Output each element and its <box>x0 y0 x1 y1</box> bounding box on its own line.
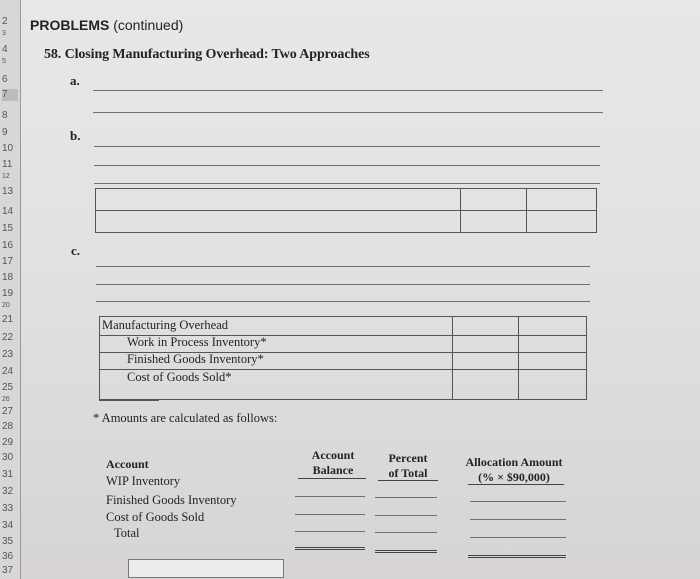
answer-line[interactable] <box>470 537 566 538</box>
row-number: 29 <box>2 437 14 448</box>
row-number: 22 <box>2 332 14 343</box>
row-number: 27 <box>2 406 14 417</box>
answer-line[interactable] <box>93 90 603 91</box>
answer-line[interactable] <box>295 531 365 532</box>
row-number: 13 <box>2 186 14 197</box>
row-number: 19 <box>2 288 14 299</box>
header-line: of Total <box>388 466 428 480</box>
answer-line[interactable] <box>470 519 566 520</box>
header-line: Percent <box>388 451 428 465</box>
total-line[interactable] <box>468 555 566 558</box>
row-number-gutter <box>0 0 21 579</box>
answer-line[interactable] <box>93 112 603 113</box>
row-number: 4 <box>2 44 8 55</box>
row-number: 24 <box>2 366 14 377</box>
row-number: 17 <box>2 256 14 267</box>
journal-account-debit: Manufacturing Overhead <box>102 318 228 332</box>
alloc-row-label: Cost of Goods Sold <box>106 510 205 524</box>
answer-line[interactable] <box>96 266 590 267</box>
row-number: 25 <box>2 382 14 393</box>
total-line[interactable] <box>375 550 437 553</box>
row-number: 34 <box>2 520 14 531</box>
alloc-row-label: Total <box>114 526 140 540</box>
row-number: 26 <box>2 396 10 403</box>
journal-account-credit: Finished Goods Inventory* <box>127 352 264 366</box>
journal-col-divider <box>452 316 453 400</box>
row-number: 9 <box>2 127 8 138</box>
header-account: Account <box>106 457 149 471</box>
header-underline <box>378 480 438 481</box>
header-line: Account <box>311 448 355 462</box>
header-line: Balance <box>312 463 354 477</box>
row-number: 23 <box>2 349 14 360</box>
row-number: 21 <box>2 314 14 325</box>
journal-account-credit: Work in Process Inventory* <box>127 335 267 349</box>
answer-box[interactable] <box>128 559 284 578</box>
row-number: 28 <box>2 421 14 432</box>
row-number: 11 <box>2 159 13 170</box>
answer-line[interactable] <box>375 515 437 516</box>
row-number: 10 <box>2 143 14 154</box>
answer-line[interactable] <box>94 146 600 147</box>
header-line: (% × $90,000) <box>478 470 550 484</box>
row-number: 12 <box>2 173 10 180</box>
part-b-label: b. <box>70 128 81 143</box>
row-number: 16 <box>2 240 14 251</box>
calculation-note: * Amounts are calculated as follows: <box>93 411 278 425</box>
journal-account-credit: Cost of Goods Sold* <box>127 370 232 384</box>
answer-line[interactable] <box>94 183 600 184</box>
answer-line[interactable] <box>375 497 437 498</box>
row-number: 3 <box>2 30 6 37</box>
section-header-rest: (continued) <box>109 17 184 33</box>
row-number: 15 <box>2 223 14 234</box>
header-account-balance <box>304 448 362 478</box>
row-number: 14 <box>2 206 14 217</box>
header-line: Allocation Amount <box>465 455 563 469</box>
header-allocation <box>456 455 572 485</box>
part-c-label: c. <box>71 243 81 258</box>
row-number: 35 <box>2 536 14 547</box>
row-number: 2 <box>2 16 8 27</box>
header-underline <box>298 478 366 479</box>
header-underline <box>468 484 564 485</box>
journal-col-divider <box>460 188 461 233</box>
row-number: 7 <box>2 89 18 101</box>
section-header-bold: PROBLEMS <box>30 17 110 33</box>
journal-col-divider <box>526 188 527 233</box>
row-number: 8 <box>2 110 8 121</box>
answer-line[interactable] <box>94 165 600 166</box>
answer-line[interactable] <box>295 496 365 497</box>
section-header <box>30 17 183 33</box>
row-number: 5 <box>2 58 6 65</box>
row-number: 20 <box>2 302 10 309</box>
problem-title: 58. Closing Manufacturing Overhead: Two Approaches <box>44 47 370 62</box>
journal-row-divider <box>95 210 597 211</box>
answer-line[interactable] <box>96 301 590 302</box>
row-number: 32 <box>2 486 14 497</box>
row-number: 31 <box>2 469 14 480</box>
answer-line[interactable] <box>375 532 437 533</box>
alloc-row-label: Finished Goods Inventory <box>106 493 237 507</box>
part-a-label: a. <box>70 73 80 88</box>
answer-line[interactable] <box>96 284 590 285</box>
row-number: 6 <box>2 74 8 85</box>
row-number: 36 <box>2 551 14 562</box>
alloc-row-label: WIP Inventory <box>106 474 181 488</box>
row-number: 30 <box>2 452 14 463</box>
row-number: 37 <box>2 565 14 576</box>
answer-line[interactable] <box>470 501 566 502</box>
total-line[interactable] <box>295 547 365 550</box>
answer-line[interactable] <box>295 514 365 515</box>
short-rule <box>99 400 159 401</box>
row-number: 18 <box>2 272 14 283</box>
header-percent <box>378 451 438 481</box>
journal-col-divider <box>518 316 519 400</box>
row-number: 33 <box>2 503 14 514</box>
